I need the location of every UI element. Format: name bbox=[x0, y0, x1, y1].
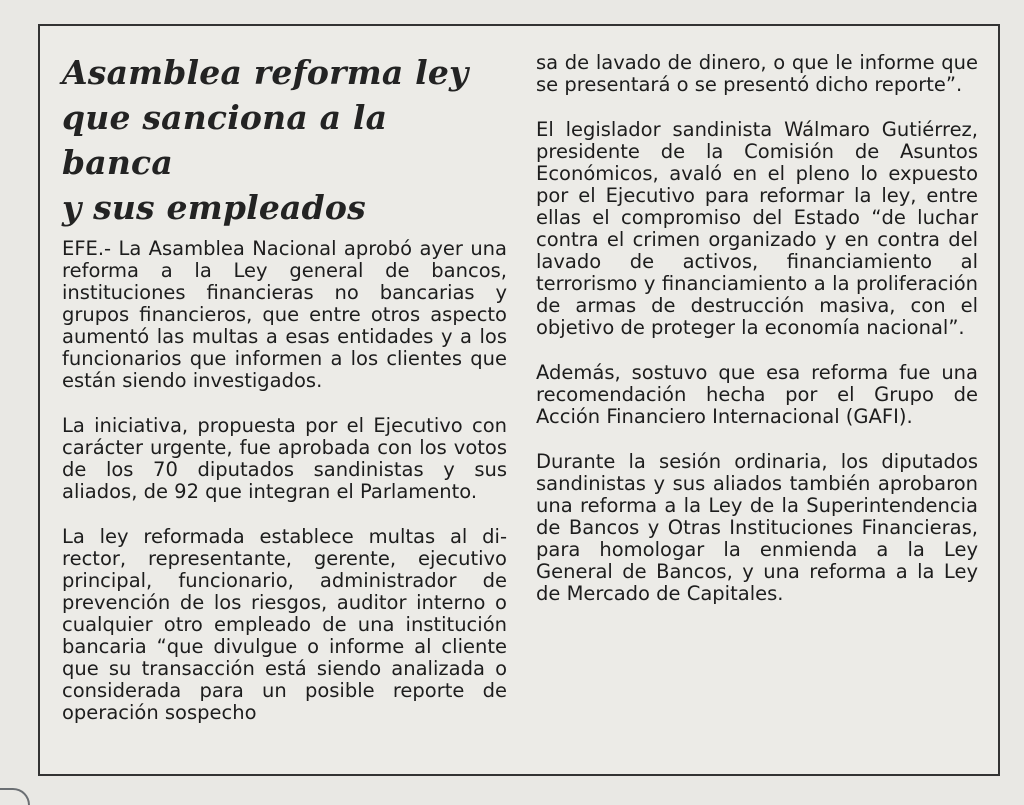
page-edge-mark bbox=[0, 788, 30, 805]
paragraph-fines: La ley reformada establece multas al director, representante, gerente, ejecutivo principal, funcionario, administrador de prevención de los riesgos, auditor interno o cualquier otro empleado de una institución bancaria “que divulgue o informe al cliente que su transacción está siendo analizada o considerada para un posible reporte de operación sospecho bbox=[62, 525, 507, 724]
paragraph-initiative: La iniciativa, propuesta por el Ejecutivo con carácter urgente, fue aprobada con los votos de los 70 diputados sandinistas y sus aliados, de 92 que integran el Parlamento. bbox=[62, 414, 507, 503]
news-clipping bbox=[38, 24, 1000, 776]
paragraph-legislator: El legislador sandinista Wálmaro Gutiérrez, presidente de la Comisión de Asuntos Económicos, avaló en el pleno lo expuesto por el Ejecutivo para reformar la ley, entre ellas el compromiso del Estado “de luchar contra el crimen organizado y en contra del lavado de activos, financiamiento al terrorismo y financiamiento a la proliferación de armas de destrucción masiva, con el objetivo de proteger la economía nacional”. bbox=[536, 118, 978, 339]
headline-line-2: que sanciona a la banca bbox=[62, 98, 388, 182]
paragraph-lead: EFE.- La Asamblea Nacional aprobó ayer una reforma a la Ley general de bancos, instituciones financieras no bancarias y grupos financieros, que entre otros aspecto aumentó las multas a esas entidades y a los funcionarios que informen a los clientes que están siendo investigados. bbox=[62, 237, 507, 392]
paragraph-session: Durante la sesión ordinaria, los diputados sandinistas y sus aliados también aprobaron una reforma a la Ley de la Superintendencia de Bancos y Otras Instituciones Financieras, para homologar la enmienda a la Ley General de Bancos, y una reforma a la Ley de Mercado de Capitales. bbox=[536, 450, 978, 605]
right-column bbox=[536, 52, 978, 605]
paragraph-gafi: Además, sostuvo que esa reforma fue una recomendación hecha por el Grupo de Acción Financiero Internacional (GAFI). bbox=[536, 361, 978, 428]
headline-line-1: Asamblea reforma ley bbox=[62, 53, 469, 92]
left-column bbox=[62, 50, 507, 724]
headline bbox=[62, 50, 507, 230]
headline-line-3: y sus empleados bbox=[62, 188, 366, 227]
paragraph-continuation: sa de lavado de dinero, o que le informe que se presentará o se presentó dicho reporte”. bbox=[536, 51, 978, 96]
